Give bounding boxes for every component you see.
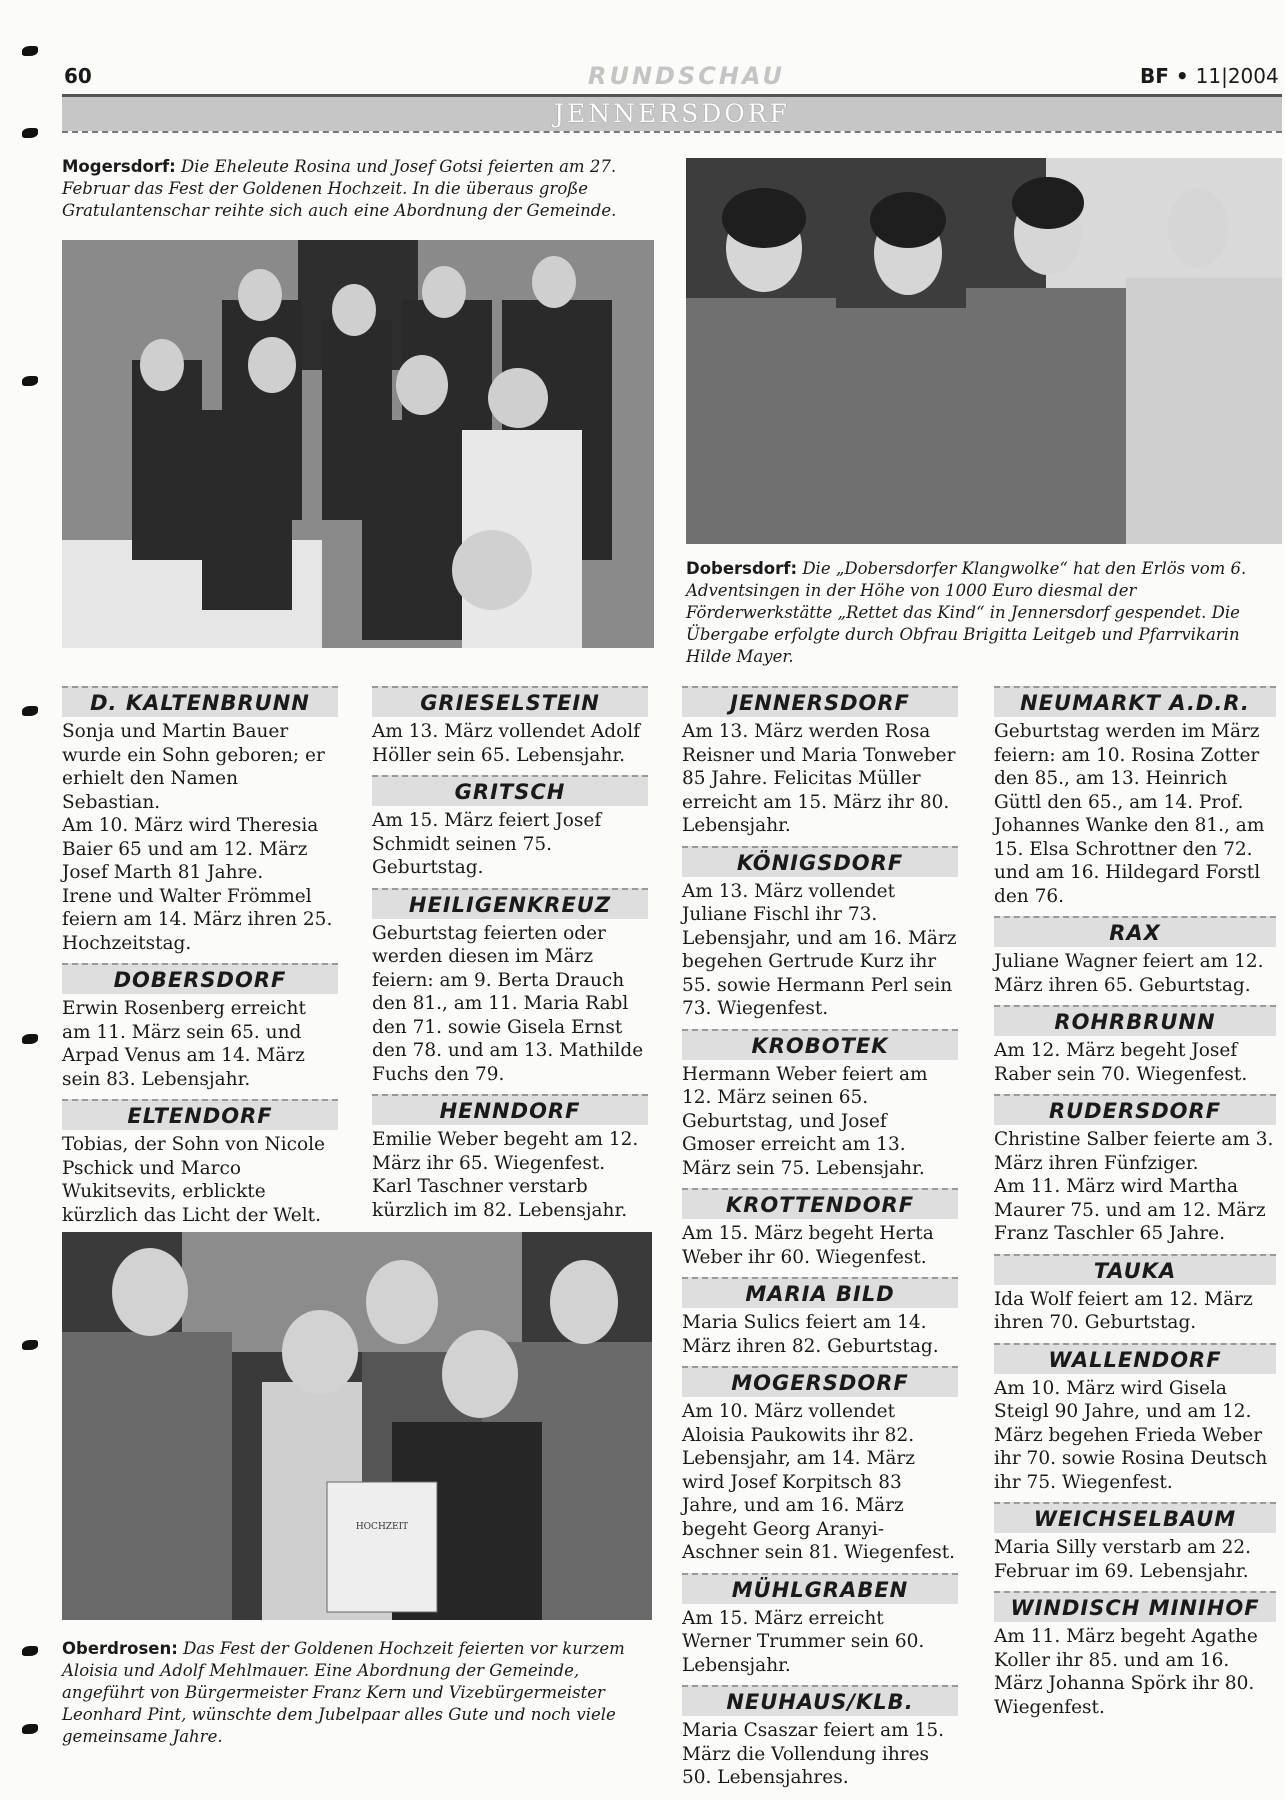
- section-text: Maria Sulics feiert am 14. März ihren 82. Geburtstag.: [682, 1312, 939, 1357]
- caption-place: Mogersdorf:: [62, 157, 176, 176]
- section-text: Am 12. März begeht Josef Raber sein 70. Wiegenfest.: [994, 1040, 1248, 1085]
- section-text: Geburtstag werden im März feiern: am 10. Rosina Zotter den 85., am 13. Heinrich Güttl den 65., am 14. Prof. Johannes Wanke den 81., am 15. Elsa Schrottner den 72. und am 16. Hildegard Forstl den 76.: [994, 721, 1265, 907]
- section-heading: WEICHSELBAUM: [994, 1502, 1276, 1533]
- section-text: Ida Wolf feiert am 12. März ihren 70. Geburtstag.: [994, 1288, 1253, 1333]
- section-heading: ELTENDORF: [62, 1099, 338, 1130]
- section-heading: JENNERSDORF: [682, 686, 958, 717]
- publication-name: BF: [1140, 64, 1169, 88]
- section-text: Tobias, der Sohn von Nicole Pschick und Marco Wukitsevits, erblickte kürzlich das Licht der Welt.: [62, 1134, 325, 1226]
- region-title: JENNERSDORF: [554, 99, 790, 128]
- binder-mark: [22, 376, 38, 386]
- binder-mark: [22, 1034, 38, 1044]
- caption-oberdrosen: [62, 1638, 652, 1748]
- photo-oberdrosen-golden-wedding: [62, 1232, 652, 1620]
- binder-mark: [22, 1646, 38, 1656]
- bullet: •: [1175, 64, 1189, 88]
- section-text: Emilie Weber begeht am 12. März ihr 65. Wiegenfest. Karl Taschner verstarb kürzlich im 82. Lebensjahr.: [372, 1129, 639, 1221]
- section-heading: KROTTENDORF: [682, 1188, 958, 1219]
- section-text: Am 15. März begeht Herta Weber ihr 60. Wiegenfest.: [682, 1223, 934, 1268]
- section-heading: ROHRBRUNN: [994, 1005, 1276, 1036]
- section-text: Erwin Rosenberg erreicht am 11. März sein 65. und Arpad Venus am 14. März sein 83. Lebensjahr.: [62, 998, 306, 1090]
- section-heading: KÖNIGSDORF: [682, 846, 958, 877]
- section-heading: RUDERSDORF: [994, 1094, 1276, 1125]
- column-2: [372, 680, 648, 1224]
- binder-mark: [22, 1340, 38, 1350]
- section-heading: HEILIGENKREUZ: [372, 888, 648, 919]
- caption-text: Das Fest der Goldenen Hochzeit feierten vor kurzem Aloisia und Adolf Mehlmauer. Eine Abordnung der Gemeinde, angeführt von Bürgermeister Franz Kern und Vizebürgermeister Leonhard Pint, wünschte dem Jubelpaar alles Gute und noch viele gemeinsame Jahre.: [62, 1639, 625, 1746]
- section-text: Hermann Weber feiert am 12. März seinen 65. Geburtstag, und Josef Gmoser erreicht am 13. März sein 75. Lebensjahr.: [682, 1063, 928, 1179]
- section-heading: HENNDORF: [372, 1094, 648, 1125]
- section-text: Sonja und Martin Bauer wurde ein Sohn geboren; er erhielt den Namen Sebastian. Am 10. März wird Theresia Baier 65 und am 12. März Josef Marth 81 Jahre. Irene und Walter Frömmel feiern am 14. März ihren 25. Hochzeitstag.: [62, 721, 333, 954]
- section-text: Am 11. März begeht Agathe Koller ihr 85. und am 16. März Johanna Spörk ihr 80. Wiegenfest.: [994, 1626, 1258, 1718]
- section-heading: GRITSCH: [372, 775, 648, 806]
- section-text: Maria Silly verstarb am 22. Februar im 69. Lebensjahr.: [994, 1537, 1252, 1582]
- section-text: Maria Csaszar feiert am 15. März die Vollendung ihres 50. Lebensjahres.: [682, 1720, 945, 1788]
- issue-number: 11|2004: [1195, 64, 1279, 88]
- section-text: Christine Salber feierte am 3. März ihren Fünfziger. Am 11. März wird Martha Maurer 75. und am 12. März Franz Taschler 65 Jahre.: [994, 1129, 1274, 1244]
- caption-text: Die „Dobersdorfer Klangwolke“ hat den Erlös vom 6. Adventsingen in der Höhe von 1000 Euro diesmal der Förderwerkstätte „Rettet das Kind“ in Jennersdorf gespendet. Die Übergabe erfolgte durch Obfrau Brigitta Leitgeb und Pfarrvikarin Hilde Mayer.: [686, 559, 1247, 666]
- binder-mark: [22, 46, 38, 56]
- column-1: [62, 680, 338, 1229]
- photo-dobersdorf-donation: [686, 158, 1282, 544]
- page-number: 60: [64, 64, 92, 88]
- section-text: Geburtstag feierten oder werden diesen im März feiern: am 9. Berta Drauch den 81., am 11. Maria Rabl den 71. sowie Gisela Ernst den 78. und am 13. Mathilde Fuchs den 79.: [372, 922, 644, 1085]
- photo-golden-wedding-mogersdorf: [62, 240, 654, 648]
- section-text: Am 15. März erreicht Werner Trummer sein 60. Lebensjahr.: [682, 1607, 925, 1676]
- section-text: Am 13. März vollendet Adolf Höller sein 65. Lebensjahr.: [372, 721, 641, 766]
- caption-text: Die Eheleute Rosina und Josef Gotsi feierten am 27. Februar das Fest der Goldenen Hochzeit. In die überaus große Gratulantenschar reihte sich auch eine Abordnung der Gemeinde.: [62, 157, 617, 220]
- section-heading: WINDISCH MINIHOF: [994, 1591, 1276, 1622]
- section-heading: WALLENDORF: [994, 1343, 1276, 1374]
- region-banner: [62, 94, 1282, 131]
- section-heading: RAX: [994, 916, 1276, 947]
- section-text: Am 13. März vollendet Juliane Fischl ihr 73. Lebensjahr, und am 16. März begehen Gertrude Kurz ihr 55. sowie Hermann Perl sein 73. Wiegenfest.: [682, 880, 957, 1019]
- section-text: Am 15. März feiert Josef Schmidt seinen 75. Geburtstag.: [372, 810, 602, 878]
- section-title: RUNDSCHAU: [588, 62, 785, 90]
- section-heading: GRIESELSTEIN: [372, 686, 648, 717]
- section-heading: D. KALTENBRUNN: [62, 686, 338, 717]
- column-3: [682, 680, 958, 1792]
- caption-place: Dobersdorf:: [686, 559, 798, 578]
- section-text: Am 10. März wird Gisela Steigl 90 Jahre, und am 12. März begehen Frieda Weber ihr 70. sowie Rosina Deutsch ihr 75. Wiegenfest.: [994, 1377, 1268, 1493]
- column-4: [994, 680, 1276, 1721]
- section-heading: DOBERSDORF: [62, 963, 338, 994]
- header-rule: [62, 131, 1282, 133]
- caption-place: Oberdrosen:: [62, 1639, 178, 1658]
- binder-mark: [22, 128, 38, 138]
- section-text: Am 10. März vollendet Aloisia Paukowits ihr 82. Lebensjahr, am 14. März wird Josef Korpitsch 83 Jahre, und am 16. März begeht Georg Aranyi-Aschner sein 81. Wiegenfest.: [682, 1401, 956, 1563]
- section-heading: NEUMARKT A.D.R.: [994, 686, 1276, 717]
- certificate-text: HOCHZEIT: [355, 1522, 409, 1532]
- section-heading: KROBOTEK: [682, 1029, 958, 1060]
- section-text: Juliane Wagner feiert am 12. März ihren 65. Geburtstag.: [994, 951, 1264, 996]
- binder-mark: [22, 1724, 38, 1734]
- binder-mark: [22, 706, 38, 716]
- issue-info: [1140, 64, 1279, 88]
- section-heading: MOGERSDORF: [682, 1366, 958, 1397]
- section-heading: MÜHLGRABEN: [682, 1573, 958, 1604]
- section-text: Am 13. März werden Rosa Reisner und Maria Tonweber 85 Jahre. Felicitas Müller erreicht am 15. März ihr 80. Lebensjahr.: [682, 721, 956, 836]
- section-heading: MARIA BILD: [682, 1277, 958, 1308]
- section-heading: TAUKA: [994, 1254, 1276, 1285]
- caption-mogersdorf: [62, 156, 654, 222]
- section-heading: NEUHAUS/KLB.: [682, 1685, 958, 1716]
- caption-dobersdorf: [686, 558, 1282, 668]
